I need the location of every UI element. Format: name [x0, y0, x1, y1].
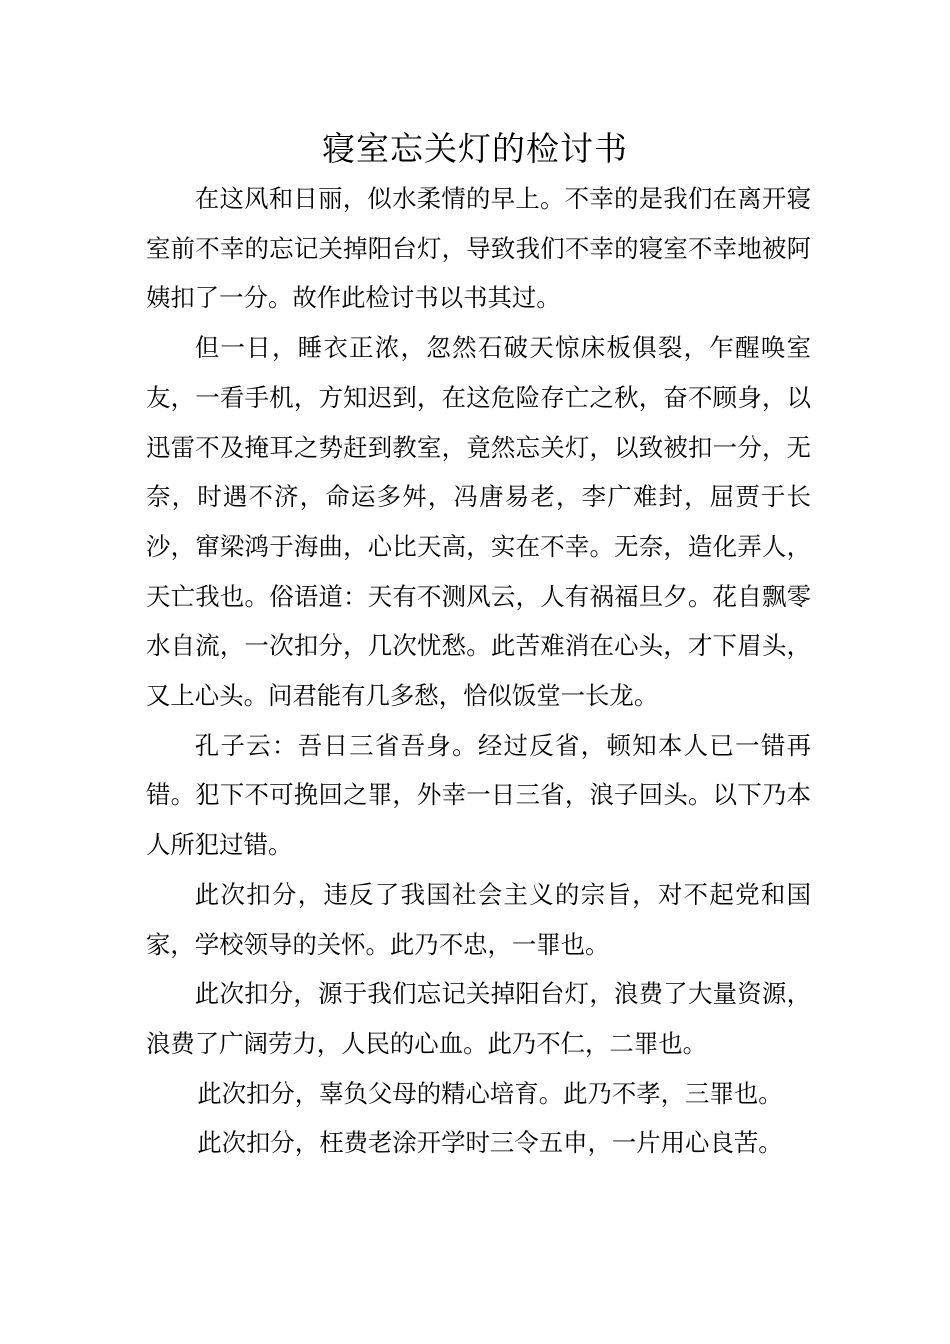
paragraph: 此次扣分，枉费老涂开学时三令五申，一片用心良苦。 — [197, 1128, 783, 1158]
paragraph: 在这风和日丽，似水柔情的早上。不幸的是我们在离开寝室前不幸的忘记关掉阳台灯，导致我们不幸的寝室不幸地被阿姨扣了一分。故作此检讨书以书其过。 — [146, 184, 811, 313]
paragraph: 但一日，睡衣正浓，忽然石破天惊床板俱裂，乍醒唤室友，一看手机，方知迟到，在这危险存亡之秋，奋不顾身，以迅雷不及掩耳之势赶到教室，竟然忘关灯，以致被扣一分，无奈，时遇不济，命运多舛，冯唐易老，李广难封，屈贾于长沙，窜梁鸿于海曲，心比天高，实在不幸。无奈，造化弄人，天亡我也。俗语道：天有不测风云，人有祸福旦夕。花自飘零水自流，一次扣分，几次忧愁。此苦难消在心头，才下眉头，又上心头。问君能有几多愁，恰似饭堂一长龙。 — [146, 333, 811, 711]
paragraph: 此次扣分，违反了我国社会主义的宗旨，对不起党和国家，学校领导的关怀。此乃不忠，一罪也。 — [146, 879, 811, 959]
document-title: 寝室忘关灯的检讨书 — [322, 129, 628, 168]
paragraph: 此次扣分，源于我们忘记关掉阳台灯，浪费了大量资源，浪费了广阔劳力，人民的心血。此乃不仁，二罪也。 — [146, 979, 811, 1058]
paragraph: 此次扣分，辜负父母的精心培育。此乃不孝，三罪也。 — [197, 1078, 783, 1108]
document-body — [146, 174, 811, 1168]
paragraph: 孔子云：吾日三省吾身。经过反省，顿知本人已一错再错。犯下不可挽回之罪，外幸一日三省，浪子回头。以下乃本人所犯过错。 — [146, 730, 811, 860]
